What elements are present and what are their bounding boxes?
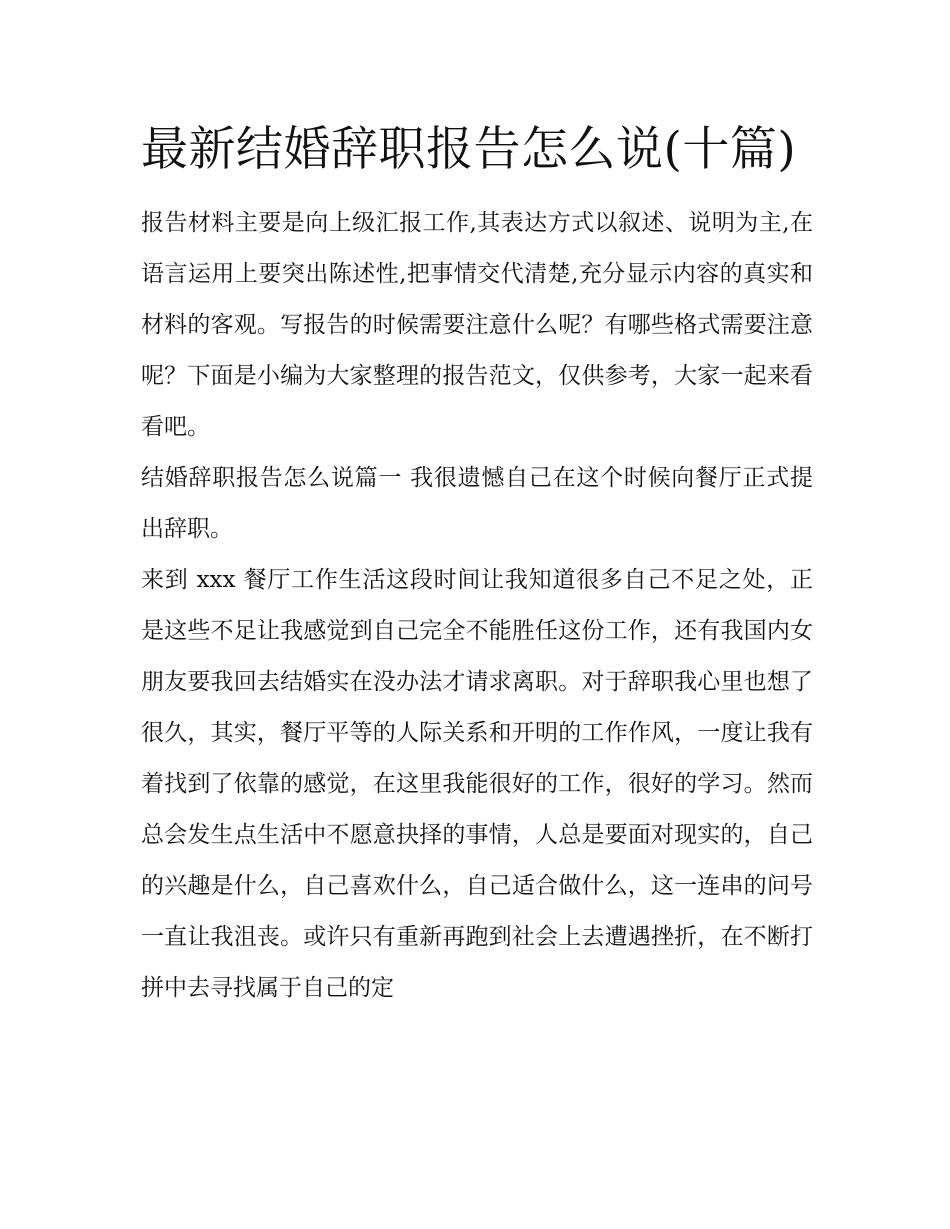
intro-paragraph: 报告材料主要是向上级汇报工作,其表达方式以叙述、说明为主,在语言运用上要突出陈述性,把事情交代清楚,充分显示内容的真实和材料的客观。写报告的时候需要注意什么呢？有哪些格式需要注意呢？下面是小编为大家整理的报告范文，仅供参考，大家一起来看看吧。 [141,210,813,440]
document-title: 最新结婚辞职报告怎么说(十篇) [141,122,797,177]
document-body [141,112,813,1014]
section-one-opening-paragraph: 结婚辞职报告怎么说篇一 我很遗憾自己在这个时候向餐厅正式提出辞职。 [141,465,813,542]
body-paragraph: 来到 xxx 餐厅工作生活这段时间让我知道很多自己不足之处，正是这些不足让我感觉到自己完全不能胜任这份工作，还有我国内女朋友要我回去结婚实在没办法才请求离职。对于辞职我心里也想了很久，其实，餐厅平等的人际关系和开明的工作作风，一度让我有着找到了依靠的感觉，在这里我能很好的工作，很好的学习。然而总会发生点生活中不愿意抉择的事情，人总是要面对现实的，自己的兴趣是什么，自己喜欢什么，自己适合做什么，这一连串的问号一直让我沮丧。或许只有重新再跑到社会上去遭遇挫折，在不断打拼中去寻找属于自己的定 [141,567,813,1001]
